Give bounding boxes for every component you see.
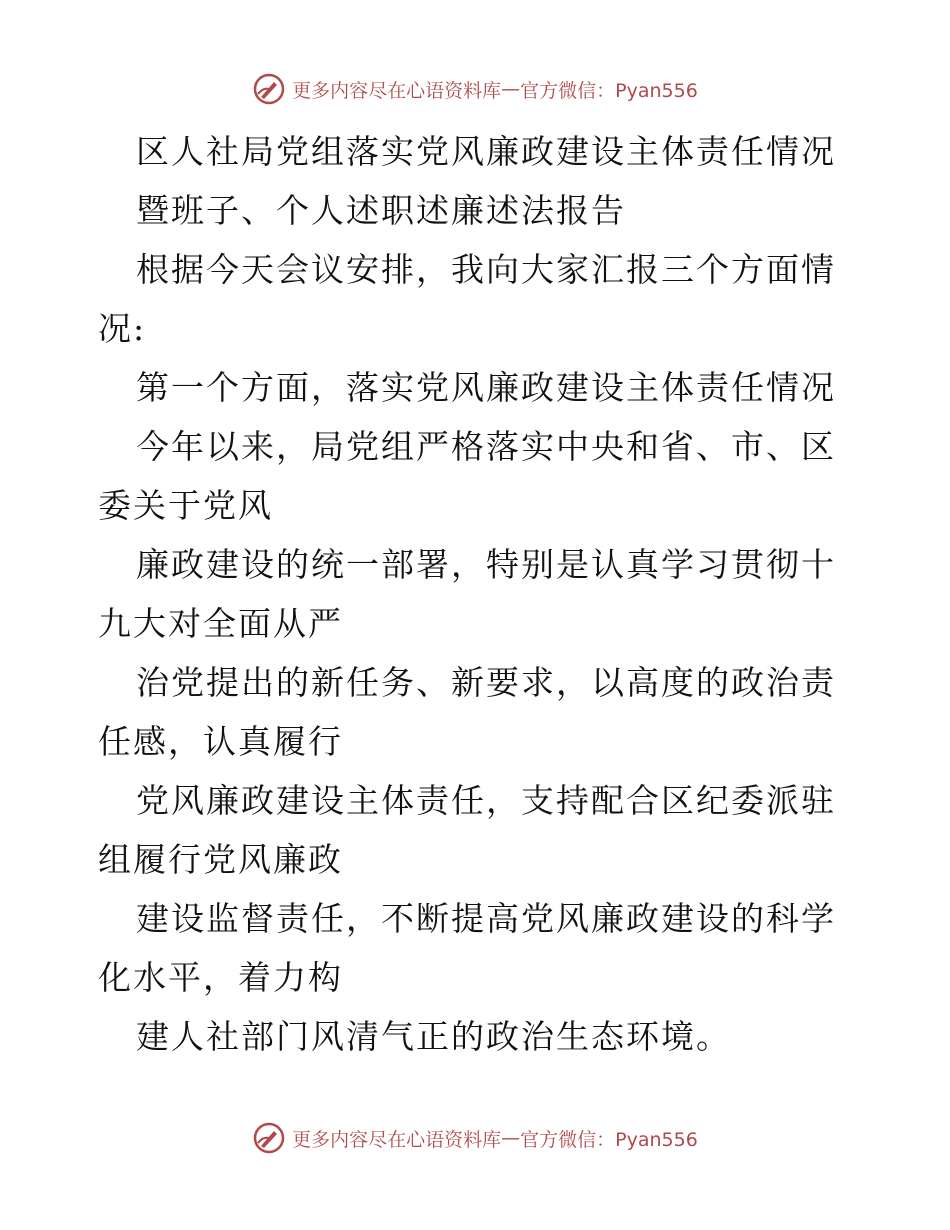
banner-text: 更多内容尽在心语资料库 [292,79,502,102]
pen-logo-icon [252,1121,286,1155]
footer-watermark-banner [0,1121,950,1155]
doc-title-line-2: 暨班子、个人述职述廉述法报告 [136,191,626,230]
document-body [98,122,858,1066]
paragraph: 治党提出的新任务、新要求，以高度的政治责任感，认真履行 [98,663,836,761]
banner-dash: — [501,78,521,100]
paragraph: 建人社部门风清气正的政治生态环境。 [136,1017,731,1056]
paragraph: 党风廉政建设主体责任，支持配合区纪委派驻组履行党风廉政 [98,781,836,879]
header-watermark-banner [0,72,950,106]
paragraph: 根据今天会议安排，我向大家汇报三个方面情况: [98,250,836,348]
paragraph: 建设监督责任，不断提高党风廉政建设的科学化水平，着力构 [98,899,836,997]
paragraph: 廉政建设的统一部署，特别是认真学习贯彻十九大对全面从严 [98,545,836,643]
banner-text: 更多内容尽在心语资料库 [292,1128,502,1151]
doc-title-line-1: 区人社局党组落实党风廉政建设主体责任情况 [136,132,836,171]
banner-dash: — [501,1127,521,1149]
pen-logo-icon [252,72,286,106]
section-heading: 第一个方面，落实党风廉政建设主体责任情况 [136,368,836,407]
banner-wechat: 官方微信：Pyan556 [520,1128,698,1151]
paragraph: 今年以来，局党组严格落实中央和省、市、区委关于党风 [98,427,836,525]
banner-wechat: 官方微信：Pyan556 [520,79,698,102]
